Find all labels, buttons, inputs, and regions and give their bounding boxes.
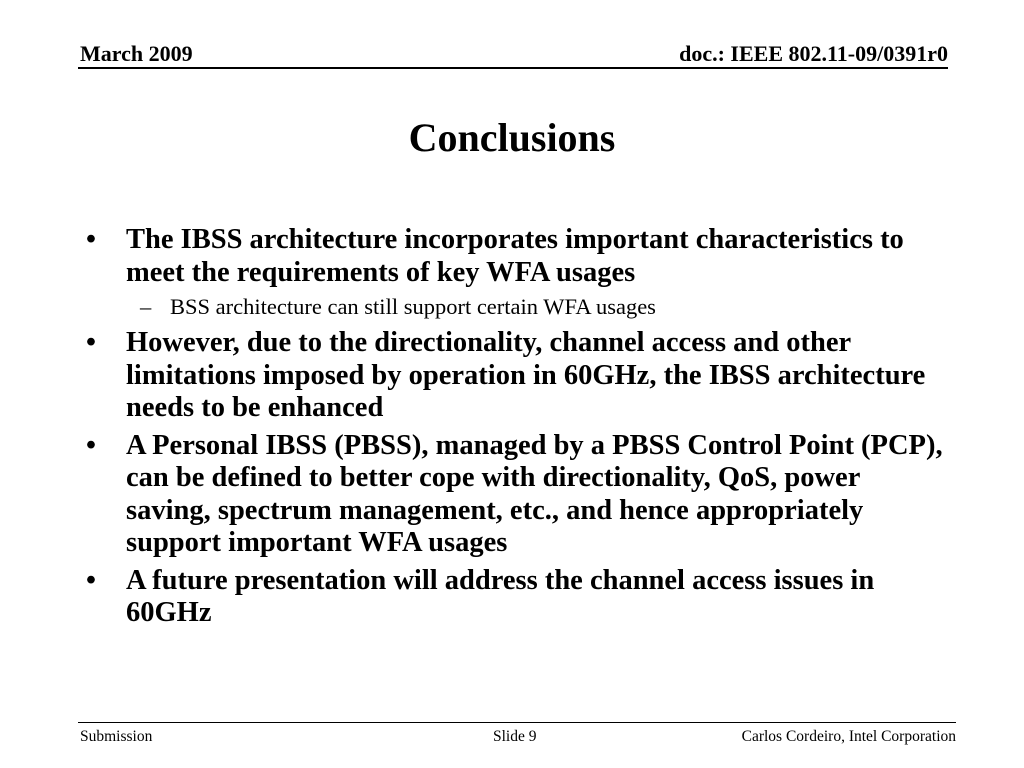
bullet-item (86, 327, 946, 425)
footer-author: Carlos Cordeiro, Intel Corporation (741, 728, 956, 745)
bullet-item (86, 430, 946, 560)
footer-slide-number: Slide 9 (493, 728, 537, 745)
header-document-id: doc.: IEEE 802.11-09/0391r0 (679, 41, 948, 66)
bullet-text: A Personal IBSS (PBSS), managed by a PBSS Control Point (PCP), can be defined to better cope with directionality, QoS, power saving, spectrum management, etc., and hence appropriately support important WFA usages (126, 429, 943, 558)
sub-bullet-marker: – (140, 294, 152, 319)
sub-bullet-item (86, 294, 946, 320)
bullet-marker: • (86, 224, 96, 255)
bullet-marker: • (86, 327, 96, 358)
bullet-text: The IBSS architecture incorporates important characteristics to meet the requirements of key WFA usages (126, 224, 904, 288)
footer-divider (78, 722, 956, 723)
header-date: March 2009 (80, 41, 193, 66)
bullet-text: However, due to the directionality, channel access and other limitations imposed by operation in 60GHz, the IBSS architecture needs to be enhanced (126, 327, 926, 423)
footer-submission: Submission (80, 728, 153, 745)
bullet-item (86, 224, 946, 289)
header-divider (78, 67, 948, 69)
slide-title: Conclusions (408, 115, 616, 160)
sub-bullet-text: BSS architecture can still support certain WFA usages (170, 294, 656, 319)
bullet-list (86, 224, 946, 635)
bullet-marker: • (86, 564, 96, 596)
bullet-text: A future presentation will address the channel access issues in 60GHz (126, 564, 875, 628)
bullet-marker: • (86, 429, 96, 461)
bullet-item (86, 565, 946, 630)
